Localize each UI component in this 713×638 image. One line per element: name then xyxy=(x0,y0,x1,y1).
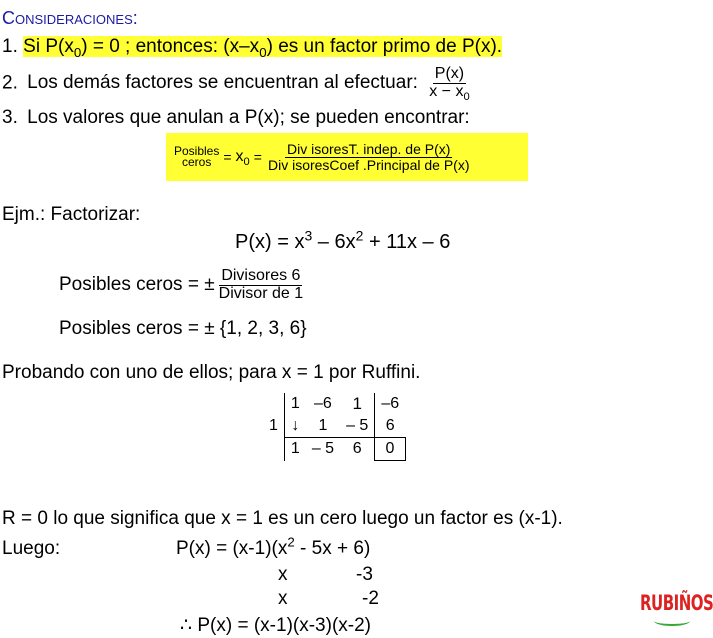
logo-swirl-icon xyxy=(654,616,690,626)
ruffini-table: 1 –6 1 –6 1 ↓ 1 – 5 6 1 – 5 6 0 xyxy=(263,393,406,461)
item-2: 2. Los demás factores se encuentran al efectuar: $\frac{P(x)}{x - x_0}$ xyxy=(2,65,470,103)
item-1 xyxy=(2,36,502,58)
item-3-text: Los valores que anulan a P(x); se pueden encontrar: xyxy=(27,107,470,128)
item-1-number: 1. xyxy=(2,36,18,57)
aspa-row-1-b: -3 xyxy=(356,564,373,585)
final-result: ∴ P(x) = (x-1)(x-3)(x-2) xyxy=(180,615,371,636)
item-3: 3. Los valores que anulan a P(x); se pueden encontrar: xyxy=(2,107,470,128)
posibles-ceros-fraction: Posibles ceros = ± $\frac{\text{Divisores 6}}{\text{Divisor de 1}}$ xyxy=(59,267,304,302)
example-label: Ejm.: Factorizar: xyxy=(2,204,141,225)
probando-text: Probando con uno de ellos; para x = 1 por Ruffini. xyxy=(2,362,421,383)
ruffini-remainder: 0 xyxy=(375,438,405,461)
item-2-text: Los demás factores se encuentran al efectuar: xyxy=(27,72,418,94)
aspa-row-2-a: x xyxy=(278,588,288,609)
item-2-fraction: $\frac{P(x)}{x - x_0}$ xyxy=(429,65,470,103)
page-title: Consideraciones: xyxy=(2,8,138,28)
aspa-row-1-a: x xyxy=(278,564,288,585)
item-1-text: Si $P(x_0) = 0$ ; entonces: $(x-x_0)$ es un factor primo de P(x). xyxy=(23,36,503,60)
polynomial: $P(x) = x^3 - 6x^2 + 11x - 6$ xyxy=(235,227,451,253)
r0-text: R = 0 lo que significa que x = 1 es un cero luego un factor es (x-1). xyxy=(2,508,563,529)
rubinos-logo: RUBIÑOS xyxy=(640,594,713,626)
posibles-ceros-list: Posibles ceros = ± {1, 2, 3, 6} xyxy=(59,318,307,339)
luego-label: Luego: xyxy=(2,538,61,559)
aspa-row-2-b: -2 xyxy=(362,588,379,609)
p-factored: $P(x) = (x-1)(x^2 - 5x + 6)$ xyxy=(176,534,371,559)
formula-box: Posibles ceros = $x_0$ = $\frac{\text{Div isoresT. indep. de P(x)}}{\text{Div isoresCoef .Principal de P(x)}}$ xyxy=(166,133,528,181)
